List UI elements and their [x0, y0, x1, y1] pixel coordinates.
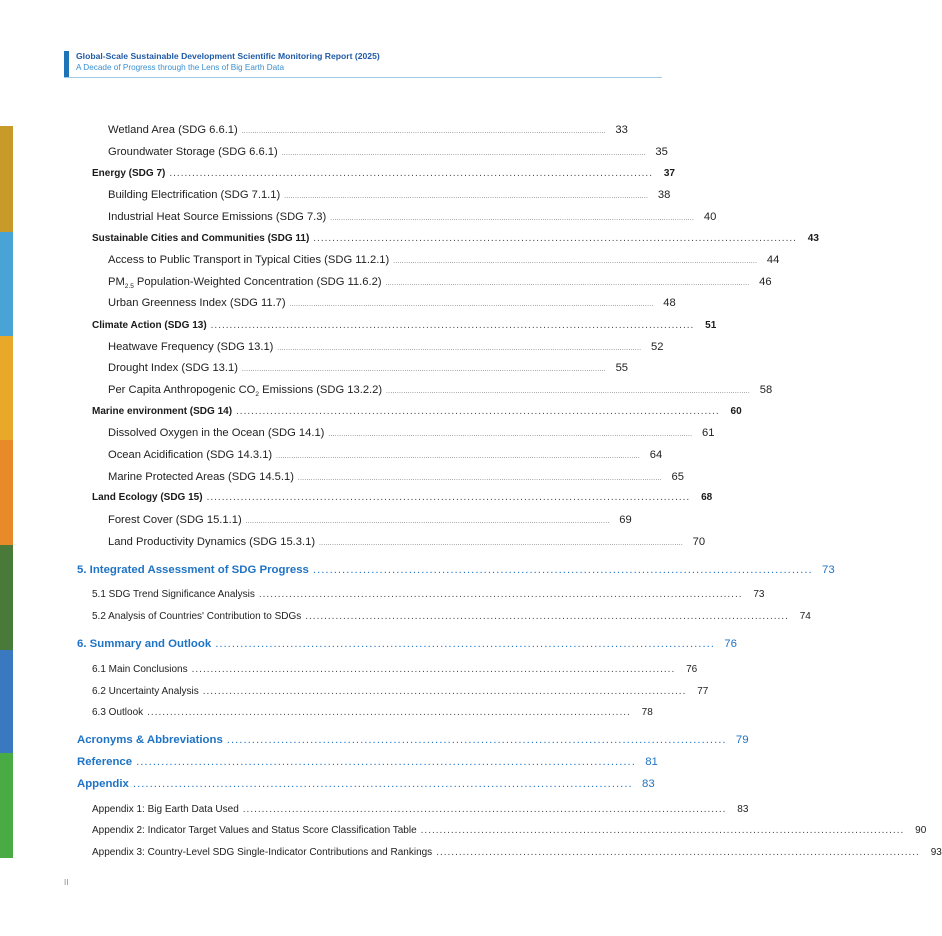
toc-leader: ........................................................................................................................................................................ [241, 129, 606, 135]
toc-page: 81 [645, 756, 658, 768]
toc-page: 48 [663, 297, 676, 309]
toc-leader: ........................................................................................................................ [215, 638, 715, 650]
toc-leader: ................................................................................................................................ [202, 686, 687, 697]
toc-title: 5.2 Analysis of Countries' Contribution to SDGs [92, 611, 302, 622]
toc-title: Dissolved Oxygen in the Ocean (SDG 14.1) [108, 427, 325, 439]
toc-entry-6-1[interactable] [92, 664, 698, 675]
toc-entry-5-2[interactable] [92, 611, 811, 622]
toc-section-appendix[interactable] [77, 778, 655, 790]
toc-title: Appendix 2: Indicator Target Values and Status Score Classification Table [92, 825, 417, 836]
toc-page: 73 [753, 589, 765, 600]
toc-entry-appendix-2[interactable] [92, 825, 927, 836]
toc-entry-groundwater[interactable] [108, 146, 668, 158]
toc-page: 37 [663, 168, 675, 179]
color-strip-2 [0, 232, 13, 336]
report-subtitle: A Decade of Progress through the Lens of Big Earth Data [76, 63, 284, 72]
toc-title: Climate Action (SDG 13) [92, 320, 207, 331]
toc-title [108, 384, 383, 399]
toc-page: 65 [671, 471, 684, 483]
toc-leader: ........................................................................................................................................................................ [393, 259, 758, 265]
toc-title: 5. Integrated Assessment of SDG Progress [77, 564, 309, 576]
toc-page: 70 [692, 536, 706, 548]
toc-title: Marine Protected Areas (SDG 14.5.1) [108, 471, 294, 483]
toc-page: 61 [702, 427, 715, 439]
toc-page: 74 [799, 611, 811, 622]
toc-title [108, 276, 382, 291]
toc-leader: ................................................................................................................................ [305, 611, 789, 622]
color-strip-6 [0, 650, 13, 753]
toc-leader: ........................................................................................................................................................................ [319, 541, 684, 547]
co2-prefix: Per Capita Anthropogenic CO [108, 384, 256, 396]
toc-leader: ................................................................................................................................ [206, 492, 691, 503]
color-strip-7 [0, 753, 13, 858]
color-strip-5 [0, 545, 13, 650]
toc-page: 83 [737, 804, 749, 815]
toc-page: 46 [759, 276, 772, 288]
color-strip-3 [0, 336, 13, 440]
toc-leader: ........................................................................................................................................................................ [284, 194, 649, 200]
toc-page: 51 [705, 320, 717, 331]
toc-entry-6-3[interactable] [92, 707, 653, 718]
toc-page: 55 [615, 362, 629, 374]
toc-leader: ........................................................................................................................................................................ [330, 216, 695, 222]
toc-leader: ................................................................................................................................ [210, 320, 695, 331]
toc-entry-6-2[interactable] [92, 686, 709, 697]
toc-leader: ................................................................................................................................ [147, 707, 631, 718]
toc-entry-industrial-heat[interactable] [108, 211, 717, 223]
toc-leader: ........................................................................................................................................................................ [281, 151, 646, 157]
toc-title: Appendix 3: Country-Level SDG Single-Indicator Contributions and Rankings [92, 847, 433, 858]
toc-page: 43 [807, 233, 819, 244]
toc-page: 76 [686, 664, 698, 675]
toc-page: 83 [642, 778, 655, 790]
toc-page: 58 [759, 384, 773, 396]
toc-title: Urban Greenness Index (SDG 11.7) [108, 297, 286, 309]
toc-entry-dissolved-oxygen[interactable] [108, 427, 715, 439]
toc-leader: ........................................................................................................................ [136, 756, 636, 768]
toc-leader: ................................................................................................................................ [420, 825, 905, 836]
toc-leader: ................................................................................................................................ [191, 664, 676, 675]
header-rule [64, 77, 662, 78]
toc-title: Energy (SDG 7) [92, 168, 166, 179]
toc-leader: ................................................................................................................................ [258, 589, 743, 600]
toc-title: 6.3 Outlook [92, 707, 144, 718]
toc-leader: ........................................................................................................................................................................ [385, 281, 750, 287]
toc-title: Land Ecology (SDG 15) [92, 492, 203, 503]
toc-entry-appendix-3[interactable] [92, 847, 942, 858]
page-number: II [64, 878, 69, 887]
toc-page: 68 [701, 492, 713, 503]
toc-entry-land-productivity[interactable] [108, 536, 706, 548]
toc-title: Building Electrification (SDG 7.1.1) [108, 189, 281, 201]
toc-page: 90 [915, 825, 927, 836]
toc-entry-drought[interactable] [108, 362, 629, 374]
toc-entry-greenness[interactable] [108, 297, 676, 309]
toc-page: 73 [822, 564, 835, 576]
toc-entry-protected-areas[interactable] [108, 471, 684, 483]
toc-leader: ................................................................................................................................ [313, 233, 797, 244]
toc-title: 6. Summary and Outlook [77, 638, 212, 650]
toc-section-acronyms[interactable] [77, 734, 749, 746]
toc-entry-wetland[interactable] [108, 124, 628, 136]
toc-title: Wetland Area (SDG 6.6.1) [108, 124, 238, 136]
toc-entry-heatwave[interactable] [108, 341, 664, 353]
toc-leader: ........................................................................................................................................................................ [241, 367, 607, 373]
toc-leader: ........................................................................................................................................................................ [328, 432, 693, 438]
toc-page: 78 [641, 707, 653, 718]
toc-page: 77 [697, 686, 709, 697]
toc-title: 5.1 SDG Trend Significance Analysis [92, 589, 255, 600]
toc-title: Drought Index (SDG 13.1) [108, 362, 238, 374]
toc-title: Appendix 1: Big Earth Data Used [92, 804, 239, 815]
toc-page: 44 [766, 254, 780, 266]
toc-entry-co2[interactable] [108, 384, 773, 399]
toc-page: 33 [615, 124, 628, 136]
toc-leader: ........................................................................................................................................................................ [386, 389, 751, 395]
color-strip-4 [0, 440, 13, 545]
pm-subscript: 2.5 [124, 283, 134, 291]
co2-suffix: Emissions (SDG 13.2.2) [259, 384, 383, 396]
pm-prefix: PM [108, 276, 125, 288]
toc-page: 38 [657, 189, 671, 201]
toc-title: Reference [77, 756, 133, 768]
toc-page: 79 [735, 734, 749, 746]
toc-leader: ........................................................................................................................................................................ [245, 519, 610, 525]
toc-section-5[interactable] [77, 564, 835, 576]
toc-leader: ................................................................................................................................ [169, 168, 653, 179]
toc-entry-forest-cover[interactable] [108, 514, 632, 526]
toc-entry-appendix-1[interactable] [92, 804, 749, 815]
toc-entry-5-1[interactable] [92, 589, 765, 600]
color-strip-1 [0, 126, 13, 232]
toc-title: Forest Cover (SDG 15.1.1) [108, 514, 242, 526]
running-header [64, 51, 662, 78]
toc-page: 60 [730, 406, 742, 417]
toc-entry-cities[interactable] [92, 233, 819, 244]
toc-entry-acidification[interactable] [108, 449, 663, 461]
toc-page: 40 [703, 211, 717, 223]
toc-leader: ........................................................................................................................................................................ [297, 476, 662, 482]
toc-page: 64 [649, 449, 663, 461]
toc-page: 76 [724, 638, 737, 650]
toc-title: 6.1 Main Conclusions [92, 664, 188, 675]
toc-entry-building-electrification[interactable] [108, 189, 671, 201]
toc-page: 52 [651, 341, 664, 353]
toc-leader: ........................................................................................................................ [226, 734, 727, 746]
report-title: Global-Scale Sustainable Development Scientific Monitoring Report (2025) [76, 51, 380, 61]
toc-entry-land-ecology[interactable] [92, 492, 713, 503]
toc-title: Acronyms & Abbreviations [77, 734, 223, 746]
toc-leader: ........................................................................................................................................................................ [277, 346, 642, 352]
toc-title: Appendix [77, 778, 129, 790]
toc-entry-energy[interactable] [92, 168, 675, 179]
toc-page: 93 [930, 847, 942, 858]
toc-title: Heatwave Frequency (SDG 13.1) [108, 341, 274, 353]
toc-title: 6.2 Uncertainty Analysis [92, 686, 199, 697]
header-accent-bar [64, 51, 69, 78]
toc-title: Marine environment (SDG 14) [92, 406, 233, 417]
toc-entry-pm25[interactable] [108, 276, 772, 291]
toc-title: Land Productivity Dynamics (SDG 15.3.1) [108, 536, 316, 548]
toc-leader: ........................................................................................................................................................................ [289, 302, 654, 308]
toc-leader: ........................................................................................................................................................................ [276, 454, 641, 460]
toc-leader: ................................................................................................................................ [236, 406, 720, 417]
co2-subscript: 2 [255, 391, 260, 399]
toc-title: Industrial Heat Source Emissions (SDG 7.3) [108, 211, 327, 223]
toc-entry-climate[interactable] [92, 320, 717, 331]
toc-section-6[interactable] [77, 638, 737, 650]
toc-page: 35 [655, 146, 668, 158]
toc-title: Groundwater Storage (SDG 6.6.1) [108, 146, 278, 158]
toc-leader: ................................................................................................................................ [242, 804, 727, 815]
toc-leader: ........................................................................................................................ [312, 564, 813, 576]
toc-title: Sustainable Cities and Communities (SDG 11) [92, 233, 310, 244]
toc-title: Ocean Acidification (SDG 14.3.1) [108, 449, 273, 461]
toc-entry-public-transport[interactable] [108, 254, 780, 266]
toc-section-reference[interactable] [77, 756, 658, 768]
toc-title: Access to Public Transport in Typical Cities (SDG 11.2.1) [108, 254, 390, 266]
toc-leader: ................................................................................................................................ [436, 847, 920, 858]
toc-leader: ........................................................................................................................ [132, 778, 633, 790]
pm-suffix: Population-Weighted Concentration (SDG 11.6.2) [133, 276, 382, 288]
toc-page: 69 [619, 514, 632, 526]
toc-entry-marine[interactable] [92, 406, 742, 417]
